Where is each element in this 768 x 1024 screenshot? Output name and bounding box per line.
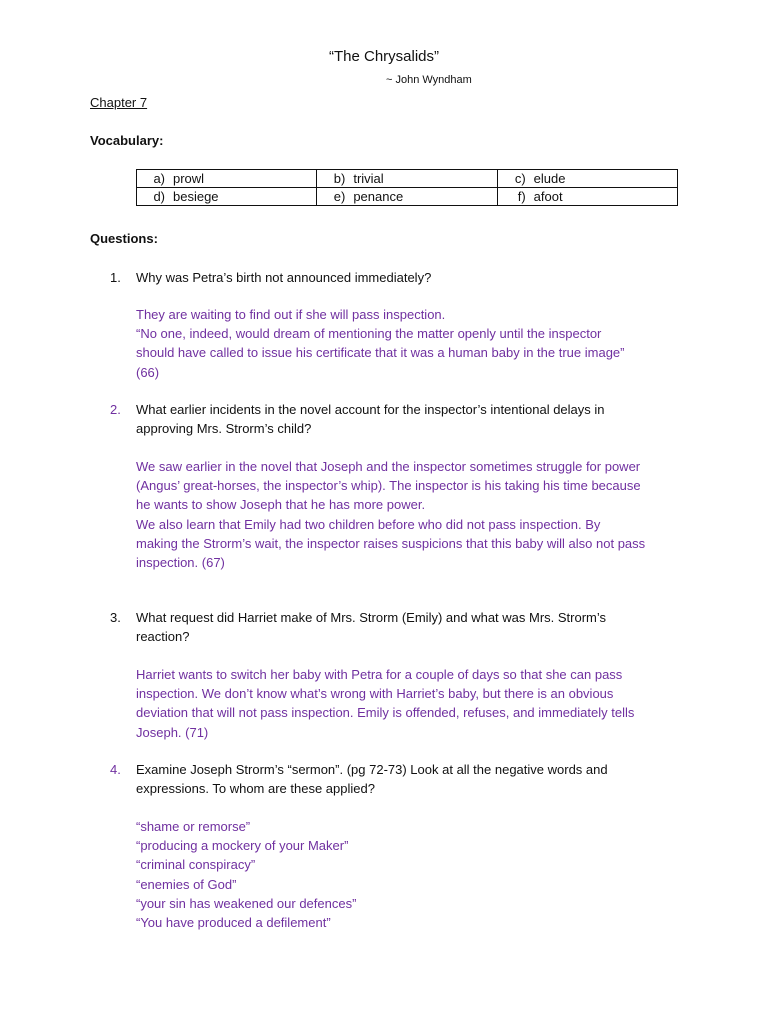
vocabulary-heading: Vocabulary: bbox=[90, 133, 164, 148]
table-row bbox=[137, 170, 678, 188]
vocab-cell: c) elude bbox=[497, 170, 677, 188]
answer-3: Harriet wants to switch her baby with Petra for a couple of days so that she can pass inspection. We don’t know what’s wrong with Harriet’s baby, but there is an obvious deviation that will not pass inspection. Emily is offended, refuses, and immediately tells Joseph. (71) bbox=[136, 667, 635, 740]
vocab-cell: e) penance bbox=[317, 188, 497, 206]
chapter-heading: Chapter 7 bbox=[90, 95, 148, 110]
question-1 bbox=[110, 268, 685, 287]
question-number: 2. bbox=[110, 402, 121, 417]
question-text: Examine Joseph Strorm’s “sermon”. (pg 72-73) Look at all the negative words and expressions. To whom are these applied? bbox=[136, 762, 608, 797]
question-number: 1. bbox=[110, 270, 121, 285]
vocabulary-table bbox=[136, 169, 678, 206]
question-number: 3. bbox=[110, 610, 121, 625]
table-row bbox=[137, 188, 678, 206]
answer-2: We saw earlier in the novel that Joseph and the inspector sometimes struggle for power (Angus’ great-horses, the inspector’s whip). The inspector is his taking his time because he wants to show Joseph that he has more power. We also learn that Emily had two children before who did not pass inspection. By making the Strorm’s wait, the inspector raises suspicions that this baby will also not pass inspection. (67) bbox=[136, 459, 646, 571]
answer-4: “shame or remorse” “producing a mockery of your Maker” “criminal conspiracy” “enemies of God” “your sin has weakened our defences” “You have produced a defilement” bbox=[136, 819, 357, 931]
question-text: What request did Harriet make of Mrs. Strorm (Emily) and what was Mrs. Strorm’s reaction? bbox=[136, 610, 607, 645]
question-number: 4. bbox=[110, 762, 121, 777]
questions-heading: Questions: bbox=[90, 231, 158, 246]
vocab-cell: d) besiege bbox=[137, 188, 317, 206]
vocab-cell: f) afoot bbox=[497, 188, 677, 206]
vocab-cell: b) trivial bbox=[317, 170, 497, 188]
author-line: ~ John Wyndham bbox=[386, 74, 472, 86]
question-2 bbox=[110, 400, 685, 439]
question-3 bbox=[110, 608, 685, 647]
vocab-cell: a) prowl bbox=[137, 170, 317, 188]
question-text: Why was Petra’s birth not announced immediately? bbox=[136, 270, 432, 285]
question-4 bbox=[110, 760, 685, 799]
answer-1: They are waiting to find out if she will pass inspection. “No one, indeed, would dream of mentioning the matter openly until the inspector should have called to issue his certificate that it was a human baby in the true image” (66) bbox=[136, 307, 625, 380]
question-text: What earlier incidents in the novel account for the inspector’s intentional delays in approving Mrs. Strorm’s child? bbox=[136, 402, 605, 437]
document-title: “The Chrysalids” bbox=[328, 48, 440, 65]
